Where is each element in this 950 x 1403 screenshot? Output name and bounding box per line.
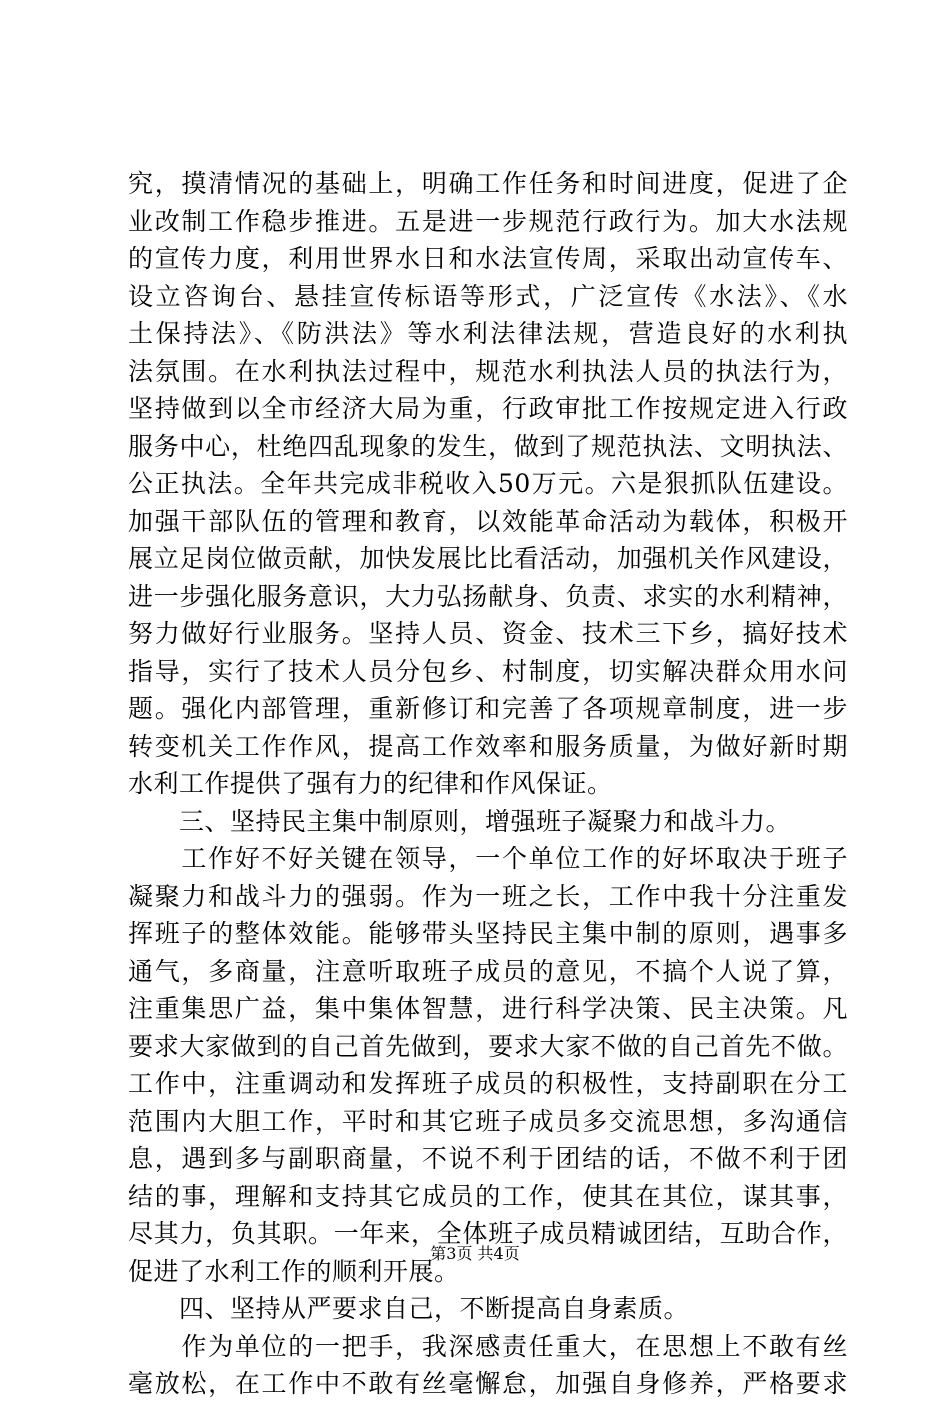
text-line: 题。强化内部管理，重新修订和完善了各项规章制度，进一步 xyxy=(128,694,848,723)
text-line: 的宣传力度，利用世界水日和水法宣传周，采取出动宣传车、 xyxy=(128,244,848,273)
body-text xyxy=(128,165,848,1403)
text-line: 进一步强化服务意识，大力弘扬献身、负责、求实的水利精神， xyxy=(128,581,848,611)
section-heading: 四、坚持从严要求自己，不断提高自身素质。 xyxy=(128,1294,690,1323)
text-line: 促进了水利工作的顺利开展。 xyxy=(128,1256,460,1286)
text-line: 加强干部队伍的管理和教育，以效能革命活动为载体，积极开 xyxy=(128,506,848,536)
text-line: 业改制工作稳步推进。五是进一步规范行政行为。加大水法规 xyxy=(128,206,848,236)
text-line: 工作好不好关键在领导，一个单位工作的好坏取决于班子 xyxy=(128,844,848,873)
text-line: 毫放松，在工作中不敢有丝毫懈怠，加强自身修养，严格要求 xyxy=(128,1369,848,1398)
text-line: 努力做好行业服务。坚持人员、资金、技术三下乡，搞好技术 xyxy=(128,619,848,648)
text-line: 究，摸清情况的基础上，明确工作任务和时间进度，促进了企 xyxy=(128,169,848,198)
text-line: 指导，实行了技术人员分包乡、村制度，切实解决群众用水问 xyxy=(128,656,848,686)
text-line: 挥班子的整体效能。能够带头坚持民主集中制的原则，遇事多 xyxy=(128,919,848,948)
text-line: 通气，多商量，注意听取班子成员的意见，不搞个人说了算， xyxy=(128,956,848,986)
text-line: 设立咨询台、悬挂宣传标语等形式，广泛宣传《水法》、《水 xyxy=(128,281,848,311)
text-line: 土保持法》、《防洪法》等水利法律法规，营造良好的水利执 xyxy=(128,319,848,348)
text-line: 坚持做到以全市经济大局为重，行政审批工作按规定进入行政 xyxy=(128,394,848,423)
text-line: 工作中，注重调动和发挥班子成员的积极性，支持副职在分工 xyxy=(128,1069,848,1098)
page-number-footer: 第3页 共4页 xyxy=(430,1244,520,1263)
text-line: 水利工作提供了强有力的纪律和作风保证。 xyxy=(128,769,613,798)
text-line: 展立足岗位做贡献，加快发展比比看活动，加强机关作风建设， xyxy=(128,544,848,573)
text-line: 结的事，理解和支持其它成员的工作，使其在其位，谋其事， xyxy=(128,1181,848,1211)
text-line: 尽其力，负其职。一年来，全体班子成员精诚团结，互助合作， xyxy=(128,1219,848,1248)
text-line: 法氛围。在水利执法过程中，规范水利执法人员的执法行为， xyxy=(128,356,848,386)
text-line: 公正执法。全年共完成非税收入50万元。六是狠抓队伍建设。 xyxy=(128,469,848,498)
text-line: 转变机关工作作风，提高工作效率和服务质量，为做好新时期 xyxy=(128,731,848,761)
text-line: 要求大家做到的自己首先做到，要求大家不做的自己首先不做。 xyxy=(128,1031,848,1061)
text-line: 作为单位的一把手，我深感责任重大，在思想上不敢有丝 xyxy=(128,1331,848,1361)
text-line: 范围内大胆工作，平时和其它班子成员多交流思想，多沟通信 xyxy=(128,1106,848,1136)
text-line: 凝聚力和战斗力的强弱。作为一班之长，工作中我十分注重发 xyxy=(128,881,848,911)
text-line: 注重集思广益，集中集体智慧，进行科学决策、民主决策。凡 xyxy=(128,994,848,1023)
text-line: 服务中心，杜绝四乱现象的发生，做到了规范执法、文明执法、 xyxy=(128,431,848,461)
text-line: 息，遇到多与副职商量，不说不利于团结的话，不做不利于团 xyxy=(128,1144,848,1173)
section-heading: 三、坚持民主集中制原则，增强班子凝聚力和战斗力。 xyxy=(128,806,792,836)
